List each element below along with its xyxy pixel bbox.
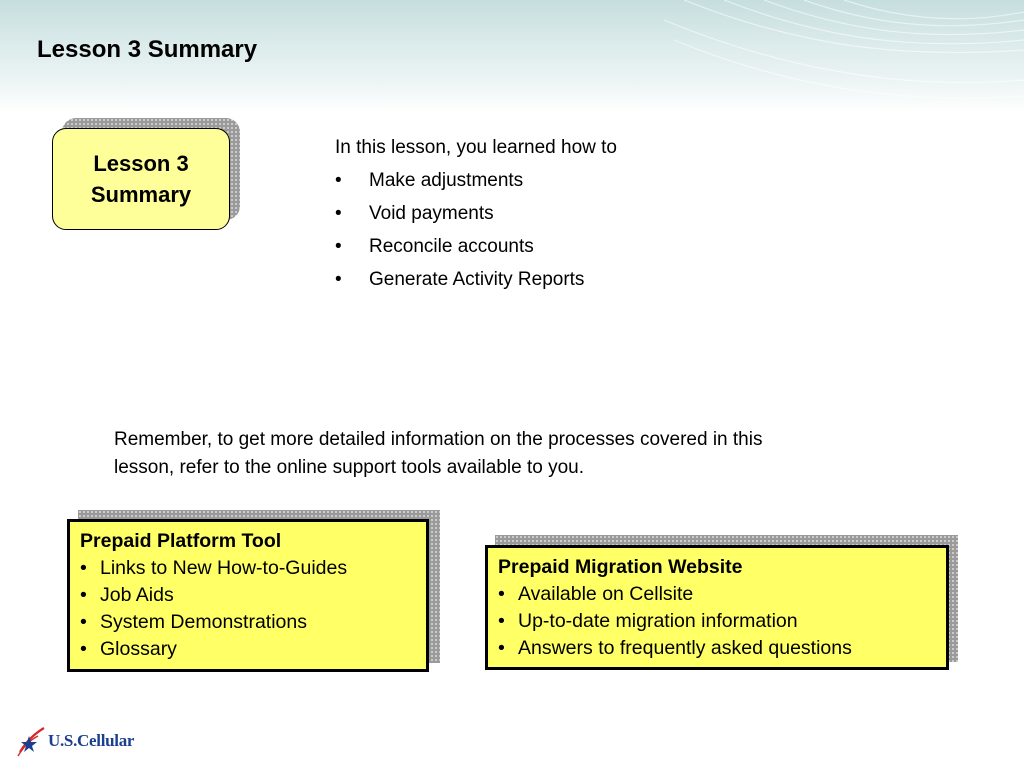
learned-item bbox=[335, 269, 584, 302]
us-cellular-logo bbox=[16, 722, 134, 760]
bullet-icon: • bbox=[80, 557, 87, 579]
learned-item bbox=[335, 203, 584, 236]
migration-website-box bbox=[485, 545, 949, 670]
migration-box-title: Prepaid Migration Website bbox=[498, 556, 743, 578]
migration-box-item-text: Answers to frequently asked questions bbox=[518, 637, 852, 659]
migration-box-item bbox=[498, 581, 936, 608]
page-title: Lesson 3 Summary bbox=[37, 36, 258, 63]
learned-list bbox=[335, 170, 584, 302]
logo-name: Cellular bbox=[77, 731, 135, 750]
platform-box-list bbox=[80, 555, 416, 663]
star-swoosh-icon bbox=[16, 724, 46, 758]
bullet-icon: • bbox=[335, 236, 342, 257]
bullet-icon: • bbox=[498, 610, 505, 632]
migration-box-item bbox=[498, 635, 936, 662]
badge-line-2: Summary bbox=[90, 182, 192, 207]
migration-box-list bbox=[498, 581, 936, 662]
learned-item bbox=[335, 236, 584, 269]
migration-box-item bbox=[498, 608, 936, 635]
bullet-icon: • bbox=[80, 638, 87, 660]
migration-box-item-text: Available on Cellsite bbox=[518, 583, 694, 605]
learned-item-text: Void payments bbox=[369, 203, 494, 224]
platform-box-item bbox=[80, 582, 416, 609]
platform-box-item-text: Links to New How-to-Guides bbox=[100, 557, 348, 579]
learned-item bbox=[335, 170, 584, 203]
platform-box-item-text: Glossary bbox=[100, 638, 177, 660]
platform-tool-box bbox=[67, 519, 429, 672]
migration-box-item-text: Up-to-date migration information bbox=[518, 610, 798, 632]
bullet-icon: • bbox=[335, 203, 342, 224]
platform-box-item bbox=[80, 555, 416, 582]
reminder-line-2: lesson, refer to the online support tools available to you. bbox=[114, 457, 585, 478]
reminder-line-1: Remember, to get more detailed information on the processes covered in this bbox=[114, 429, 763, 450]
bullet-icon: • bbox=[80, 611, 87, 633]
wave-decoration bbox=[664, 0, 1024, 112]
bullet-icon: • bbox=[335, 170, 342, 191]
badge-line-1: Lesson 3 bbox=[93, 151, 189, 176]
logo-us: U.S. bbox=[48, 731, 78, 750]
learned-item-text: Make adjustments bbox=[369, 170, 524, 191]
platform-box-item-text: System Demonstrations bbox=[100, 611, 307, 633]
bullet-icon: • bbox=[335, 269, 342, 290]
learned-intro: In this lesson, you learned how to bbox=[335, 137, 618, 158]
platform-box-title: Prepaid Platform Tool bbox=[80, 530, 282, 552]
logo-wordmark bbox=[48, 731, 134, 751]
lesson-badge bbox=[52, 128, 230, 230]
platform-box-item bbox=[80, 636, 416, 663]
bullet-icon: • bbox=[498, 637, 505, 659]
learned-item-text: Reconcile accounts bbox=[369, 236, 534, 257]
learned-item-text: Generate Activity Reports bbox=[369, 269, 585, 290]
bullet-icon: • bbox=[498, 583, 505, 605]
bullet-icon: • bbox=[80, 584, 87, 606]
platform-box-item bbox=[80, 609, 416, 636]
reminder-text bbox=[114, 426, 914, 482]
platform-box-item-text: Job Aids bbox=[100, 584, 174, 606]
